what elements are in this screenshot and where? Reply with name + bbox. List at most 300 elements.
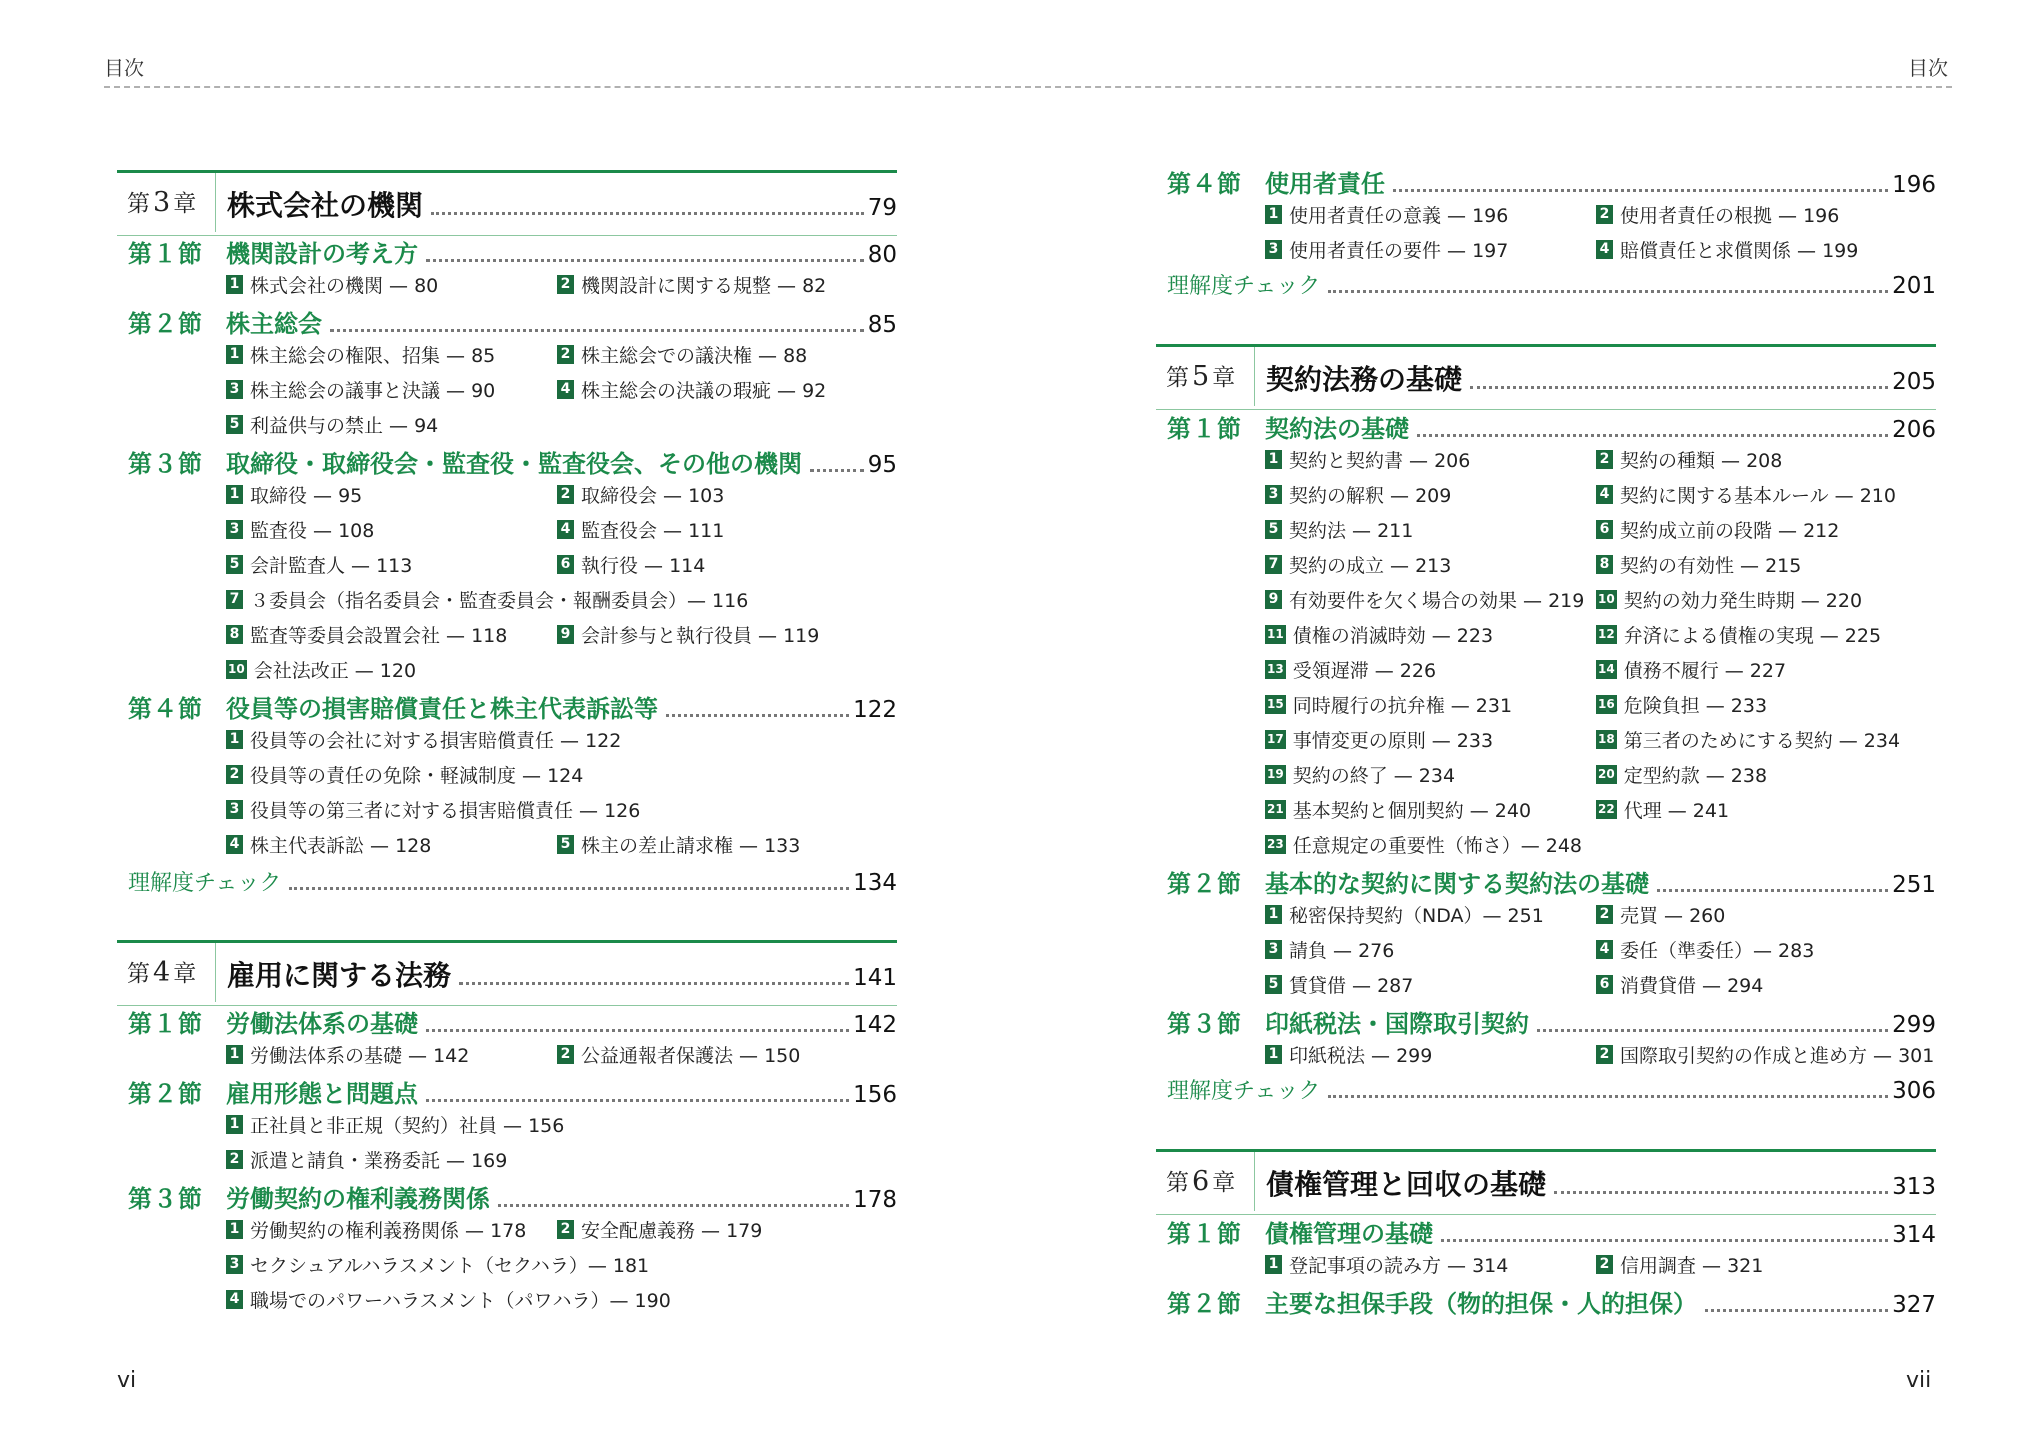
item-number-badge: 7: [226, 590, 243, 609]
section-label: 第１節: [1167, 1220, 1242, 1248]
list-item: [1265, 479, 1451, 509]
chapter-label-part: 第: [1166, 1170, 1189, 1196]
section-heading: [117, 234, 897, 268]
item-text: 売買 — 260: [1620, 904, 1726, 927]
section-heading: [117, 444, 897, 478]
item-number-badge: 2: [557, 345, 574, 364]
leader-dots: [1705, 1309, 1888, 1312]
leader-dots: [426, 1029, 849, 1032]
item-number-badge: 23: [1265, 835, 1286, 854]
leader-dots: [498, 1204, 849, 1207]
chapter-label: [1166, 359, 1235, 392]
list-item: [1596, 584, 1862, 614]
item-number-badge: 4: [1596, 240, 1613, 259]
section-page: 95: [867, 452, 897, 478]
list-item: [1596, 899, 1725, 929]
comprehension-check: [117, 866, 897, 900]
section-heading: [1156, 409, 1936, 443]
list-item: [1596, 794, 1729, 824]
leader-dots: [1441, 1239, 1888, 1242]
section-label: 第４節: [128, 695, 203, 723]
item-number-badge: 5: [557, 835, 574, 854]
leader-dots: [1554, 1191, 1888, 1194]
item-text: 役員等の第三者に対する損害賠償責任 — 126: [250, 799, 641, 822]
item-text: 監査役 — 108: [250, 519, 375, 542]
item-text: 契約と契約書 — 206: [1289, 449, 1471, 472]
section-title: 労働契約の権利義務関係: [226, 1185, 490, 1213]
section-label: 第３節: [128, 1185, 203, 1213]
item-number-badge: 7: [1265, 555, 1282, 574]
item-number-badge: 2: [226, 1150, 243, 1169]
section-label: 第３節: [1167, 1010, 1242, 1038]
item-text: 株主総会の議事と決議 — 90: [250, 379, 496, 402]
item-text: 使用者責任の意義 — 196: [1289, 204, 1509, 227]
chapter-5-heading: [1156, 344, 1936, 410]
chapter-label: [1166, 1164, 1235, 1197]
list-item: [226, 549, 412, 579]
list-item: [226, 409, 438, 439]
list-item: [1596, 199, 1839, 229]
item-number-badge: 8: [226, 625, 243, 644]
item-number-badge: 1: [226, 275, 243, 294]
item-number-badge: 4: [226, 835, 243, 854]
check-page: 306: [1892, 1078, 1936, 1104]
section-heading: [117, 689, 897, 723]
list-item: [1596, 234, 1858, 264]
item-text: 株主総会の権限、招集 — 85: [250, 344, 496, 367]
list-item: [1596, 479, 1896, 509]
list-item: [557, 269, 826, 299]
section-title: 機関設計の考え方: [226, 240, 418, 268]
leader-dots: [426, 259, 864, 262]
item-number-badge: 21: [1265, 800, 1286, 819]
section-heading: [117, 1004, 897, 1038]
section-page: 122: [853, 697, 897, 723]
item-text: 賠償責任と求償関係 — 199: [1620, 239, 1859, 262]
check-title: 理解度チェック: [1167, 1079, 1321, 1104]
item-number-badge: 13: [1265, 660, 1286, 679]
list-item: [226, 584, 748, 614]
item-number-badge: 1: [226, 1115, 243, 1134]
item-number-badge: 22: [1596, 800, 1617, 819]
list-item: [557, 374, 826, 404]
item-number-badge: 19: [1265, 765, 1286, 784]
item-text: 機関設計に関する規整 — 82: [581, 274, 827, 297]
list-item: [226, 374, 495, 404]
list-item: [1265, 619, 1493, 649]
list-item: [1596, 514, 1839, 544]
item-text: 株主の差止請求権 — 133: [581, 834, 801, 857]
section-heading: [117, 1074, 897, 1108]
section-page: 327: [1892, 1292, 1936, 1318]
item-text: 代理 — 241: [1623, 799, 1730, 822]
item-text: 株主総会の決議の瑕疵 — 92: [581, 379, 827, 402]
item-text: 役員等の責任の免除・軽減制度 — 124: [250, 764, 584, 787]
list-item: [557, 619, 819, 649]
section-label: 第１節: [1167, 415, 1242, 443]
chapter-label-part: 第: [127, 961, 150, 987]
section-title: 主要な担保手段（物的担保・人的担保）: [1265, 1290, 1697, 1318]
item-number-badge: 2: [226, 765, 243, 784]
section-title: 使用者責任: [1265, 170, 1385, 198]
running-header-right: 目次: [1908, 56, 1948, 80]
chapter-divider: [215, 943, 216, 1002]
item-number-badge: 3: [1265, 940, 1282, 959]
item-number-badge: 12: [1596, 625, 1617, 644]
item-number-badge: 10: [226, 660, 247, 679]
item-text: 秘密保持契約（NDA）— 251: [1289, 904, 1544, 927]
item-number-badge: 4: [1596, 485, 1613, 504]
list-item: [226, 269, 438, 299]
section-label: 第２節: [1167, 1290, 1242, 1318]
list-item: [226, 724, 621, 754]
leader-dots: [1470, 386, 1888, 389]
item-text: 会計参与と執行役員 — 119: [581, 624, 820, 647]
section-heading: [1156, 1214, 1936, 1248]
item-text: 受領遅滞 — 226: [1292, 659, 1437, 682]
section-page: 299: [1892, 1012, 1936, 1038]
leader-dots: [1657, 889, 1888, 892]
list-item: [226, 1214, 526, 1244]
chapter-label-part: 章: [173, 961, 197, 987]
leader-dots: [289, 887, 849, 890]
section-page: 156: [853, 1082, 897, 1108]
page-number-left: vi: [117, 1368, 137, 1393]
list-item: [557, 1214, 762, 1244]
item-number-badge: 16: [1596, 695, 1617, 714]
section-page: 142: [853, 1012, 897, 1038]
chapter-title: 株式会社の機関: [227, 189, 424, 222]
list-item: [1596, 444, 1782, 474]
chapter-label-part: 章: [173, 191, 197, 217]
list-item: [226, 514, 374, 544]
section-label: 第１節: [128, 1010, 203, 1038]
chapter-label-part: 章: [1212, 365, 1236, 391]
chapter-title: 債権管理と回収の基礎: [1266, 1168, 1547, 1201]
list-item: [1265, 549, 1451, 579]
chapter-page: 313: [1892, 1174, 1936, 1200]
chapter-4-heading: [117, 940, 897, 1006]
list-item: [1265, 584, 1584, 614]
leader-dots: [1417, 434, 1888, 437]
section-title: 取締役・取締役会・監査役・監査役会、その他の機関: [226, 450, 802, 478]
chapter-label-part: 3: [153, 187, 171, 218]
item-text: 監査等委員会設置会社 — 118: [250, 624, 508, 647]
item-text: 委任（準委任）— 283: [1620, 939, 1815, 962]
item-text: 契約法 — 211: [1289, 519, 1414, 542]
chapter-label-part: 第: [127, 191, 150, 217]
section-title: 株主総会: [226, 310, 322, 338]
item-text: 監査役会 — 111: [581, 519, 725, 542]
item-text: 役員等の会社に対する損害賠償責任 — 122: [250, 729, 622, 752]
item-number-badge: 2: [557, 485, 574, 504]
chapter-divider: [1254, 347, 1255, 406]
section-heading: [1156, 164, 1936, 198]
item-text: 使用者責任の要件 — 197: [1289, 239, 1509, 262]
list-item: [226, 654, 416, 684]
section-label: 第３節: [128, 450, 203, 478]
list-item: [1596, 654, 1786, 684]
item-text: 賃貸借 — 287: [1289, 974, 1414, 997]
list-item: [557, 339, 807, 369]
section-heading: [1156, 1284, 1936, 1318]
leader-dots: [459, 982, 849, 985]
item-number-badge: 1: [1265, 450, 1282, 469]
running-header-left: 目次: [104, 56, 144, 80]
item-number-badge: 6: [557, 555, 574, 574]
item-text: 弁済による債権の実現 — 225: [1623, 624, 1882, 647]
section-title: 雇用形態と問題点: [226, 1080, 418, 1108]
chapter-label-part: 6: [1192, 1166, 1210, 1197]
item-text: 契約の効力発生時期 — 220: [1623, 589, 1863, 612]
chapter-label: [127, 955, 196, 988]
item-number-badge: 3: [226, 520, 243, 539]
chapter-divider: [1254, 1152, 1255, 1211]
list-item: [1596, 1249, 1763, 1279]
item-text: 契約の解釈 — 209: [1289, 484, 1452, 507]
item-number-badge: 1: [226, 345, 243, 364]
section-heading: [117, 1179, 897, 1213]
item-text: 株式会社の機関 — 80: [250, 274, 439, 297]
item-number-badge: 4: [226, 1290, 243, 1309]
leader-dots: [1328, 1095, 1888, 1098]
list-item: [1265, 514, 1413, 544]
item-number-badge: 2: [1596, 1045, 1613, 1064]
item-text: 契約の有効性 — 215: [1620, 554, 1802, 577]
item-text: 契約に関する基本ルール — 210: [1620, 484, 1896, 507]
chapter-page: 205: [1892, 369, 1936, 395]
list-item: [1596, 549, 1801, 579]
list-item: [1265, 829, 1582, 859]
list-item: [557, 479, 724, 509]
chapter-page: 79: [867, 195, 897, 221]
list-item: [1265, 934, 1394, 964]
list-item: [1265, 759, 1455, 789]
list-item: [1596, 689, 1767, 719]
section-title: 基本的な契約に関する契約法の基礎: [1265, 870, 1649, 898]
item-text: 利益供与の禁止 — 94: [250, 414, 439, 437]
item-number-badge: 15: [1265, 695, 1286, 714]
header-divider: [104, 86, 1952, 88]
item-number-badge: 1: [226, 1045, 243, 1064]
item-number-badge: 4: [1596, 940, 1613, 959]
leader-dots: [431, 212, 864, 215]
section-page: 206: [1892, 417, 1936, 443]
item-text: 同時履行の抗弁権 — 231: [1292, 694, 1513, 717]
leader-dots: [1328, 290, 1888, 293]
item-text: 執行役 — 114: [581, 554, 706, 577]
item-number-badge: 2: [1596, 205, 1613, 224]
item-number-badge: 3: [1265, 240, 1282, 259]
list-item: [557, 1039, 800, 1069]
item-text: 取締役会 — 103: [581, 484, 725, 507]
list-item: [1596, 969, 1763, 999]
section-page: 314: [1892, 1222, 1936, 1248]
item-text: 任意規定の重要性（怖さ）— 248: [1292, 834, 1583, 857]
section-label: 第２節: [128, 1080, 203, 1108]
chapter-label: [127, 185, 196, 218]
item-text: 基本契約と個別契約 — 240: [1292, 799, 1532, 822]
item-text: 請負 — 276: [1289, 939, 1395, 962]
item-number-badge: 5: [1265, 520, 1282, 539]
item-text: 消費貸借 — 294: [1620, 974, 1764, 997]
list-item: [1265, 234, 1508, 264]
check-title: 理解度チェック: [128, 871, 282, 896]
section-title: 労働法体系の基礎: [226, 1010, 418, 1038]
section-heading: [1156, 864, 1936, 898]
list-item: [1596, 724, 1900, 754]
item-text: ３委員会（指名委員会・監査委員会・報酬委員会）— 116: [250, 589, 749, 612]
list-item: [1265, 654, 1436, 684]
leader-dots: [1393, 189, 1888, 192]
item-text: 使用者責任の根拠 — 196: [1620, 204, 1840, 227]
check-page: 201: [1892, 273, 1936, 299]
item-number-badge: 3: [226, 380, 243, 399]
item-number-badge: 2: [557, 1220, 574, 1239]
section-label: 第２節: [128, 310, 203, 338]
item-number-badge: 4: [557, 520, 574, 539]
chapter-divider: [215, 173, 216, 232]
item-text: 債権の消滅時効 — 223: [1292, 624, 1494, 647]
list-item: [226, 829, 431, 859]
item-text: 有効要件を欠く場合の効果 — 219: [1289, 589, 1585, 612]
item-number-badge: 10: [1596, 590, 1617, 609]
item-text: セクシュアルハラスメント（セクハラ）— 181: [250, 1254, 650, 1277]
list-item: [557, 829, 800, 859]
item-text: 債務不履行 — 227: [1623, 659, 1787, 682]
list-item: [226, 339, 495, 369]
item-text: 信用調査 — 321: [1620, 1254, 1764, 1277]
item-text: 正社員と非正規（契約）社員 — 156: [250, 1114, 565, 1137]
item-number-badge: 3: [1265, 485, 1282, 504]
item-number-badge: 20: [1596, 765, 1617, 784]
item-number-badge: 1: [1265, 1045, 1282, 1064]
list-item: [1265, 1249, 1508, 1279]
comprehension-check: [1156, 1074, 1936, 1108]
section-title: 役員等の損害賠償責任と株主代表訴訟等: [226, 695, 658, 723]
item-number-badge: 5: [226, 415, 243, 434]
comprehension-check: [1156, 269, 1936, 303]
item-number-badge: 2: [1596, 1255, 1613, 1274]
list-item: [226, 479, 362, 509]
item-number-badge: 1: [1265, 205, 1282, 224]
list-item: [1265, 794, 1531, 824]
chapter-label-part: 5: [1192, 361, 1210, 392]
item-number-badge: 2: [557, 275, 574, 294]
item-number-badge: 4: [557, 380, 574, 399]
list-item: [1265, 899, 1544, 929]
item-text: 会社法改正 — 120: [253, 659, 417, 682]
section-page: 85: [867, 312, 897, 338]
list-item: [1265, 1039, 1432, 1069]
item-text: 株主総会での議決権 — 88: [581, 344, 808, 367]
item-number-badge: 2: [1596, 905, 1613, 924]
list-item: [1265, 969, 1413, 999]
item-number-badge: 2: [557, 1045, 574, 1064]
list-item: [226, 794, 640, 824]
section-page: 178: [853, 1187, 897, 1213]
section-page: 80: [867, 242, 897, 268]
item-text: 契約の終了 — 234: [1292, 764, 1456, 787]
chapter-title: 雇用に関する法務: [227, 959, 452, 992]
leader-dots: [426, 1099, 849, 1102]
item-number-badge: 3: [226, 800, 243, 819]
chapter-page: 141: [853, 965, 897, 991]
item-text: 第三者のためにする契約 — 234: [1623, 729, 1901, 752]
item-number-badge: 11: [1265, 625, 1286, 644]
section-heading: [1156, 1004, 1936, 1038]
section-page: 196: [1892, 172, 1936, 198]
list-item: [226, 759, 583, 789]
list-item: [557, 514, 724, 544]
list-item: [226, 1039, 469, 1069]
check-title: 理解度チェック: [1167, 274, 1321, 299]
leader-dots: [810, 469, 864, 472]
page-number-right: vii: [1906, 1368, 1932, 1393]
chapter-3-heading: [117, 170, 897, 236]
chapter-title: 契約法務の基礎: [1266, 363, 1463, 396]
item-text: 危険負担 — 233: [1623, 694, 1768, 717]
list-item: [557, 549, 705, 579]
chapter-label-part: 章: [1212, 1170, 1236, 1196]
chapter-label-part: 第: [1166, 365, 1189, 391]
section-page: 251: [1892, 872, 1936, 898]
section-title: 債権管理の基礎: [1265, 1220, 1433, 1248]
item-text: 労働法体系の基礎 — 142: [250, 1044, 470, 1067]
list-item: [1596, 619, 1881, 649]
item-text: 契約の成立 — 213: [1289, 554, 1452, 577]
item-number-badge: 9: [557, 625, 574, 644]
item-text: 登記事項の読み方 — 314: [1289, 1254, 1509, 1277]
item-number-badge: 1: [226, 730, 243, 749]
list-item: [1265, 724, 1493, 754]
item-text: 国際取引契約の作成と進め方 — 301: [1620, 1044, 1935, 1067]
list-item: [1265, 689, 1512, 719]
section-heading: [117, 304, 897, 338]
item-text: 公益通報者保護法 — 150: [581, 1044, 801, 1067]
section-label: 第２節: [1167, 870, 1242, 898]
item-number-badge: 14: [1596, 660, 1617, 679]
section-title: 印紙税法・国際取引契約: [1265, 1010, 1529, 1038]
item-number-badge: 8: [1596, 555, 1613, 574]
item-text: 契約成立前の段階 — 212: [1620, 519, 1840, 542]
item-text: 事情変更の原則 — 233: [1292, 729, 1494, 752]
item-text: 労働契約の権利義務関係 — 178: [250, 1219, 527, 1242]
item-number-badge: 18: [1596, 730, 1617, 749]
item-number-badge: 1: [1265, 905, 1282, 924]
section-label: 第１節: [128, 240, 203, 268]
item-number-badge: 6: [1596, 520, 1613, 539]
leader-dots: [330, 329, 864, 332]
section-label: 第４節: [1167, 170, 1242, 198]
list-item: [226, 619, 507, 649]
item-number-badge: 1: [226, 485, 243, 504]
item-text: 会計監査人 — 113: [250, 554, 413, 577]
list-item: [1596, 759, 1767, 789]
list-item: [226, 1144, 507, 1174]
list-item: [226, 1284, 671, 1314]
item-text: 取締役 — 95: [250, 484, 363, 507]
item-number-badge: 1: [226, 1220, 243, 1239]
leader-dots: [666, 714, 849, 717]
item-number-badge: 5: [226, 555, 243, 574]
item-number-badge: 17: [1265, 730, 1286, 749]
list-item: [1265, 199, 1508, 229]
list-item: [226, 1249, 649, 1279]
item-text: 職場でのパワーハラスメント（パワハラ）— 190: [250, 1289, 671, 1312]
list-item: [1265, 444, 1470, 474]
item-text: 契約の種類 — 208: [1620, 449, 1783, 472]
